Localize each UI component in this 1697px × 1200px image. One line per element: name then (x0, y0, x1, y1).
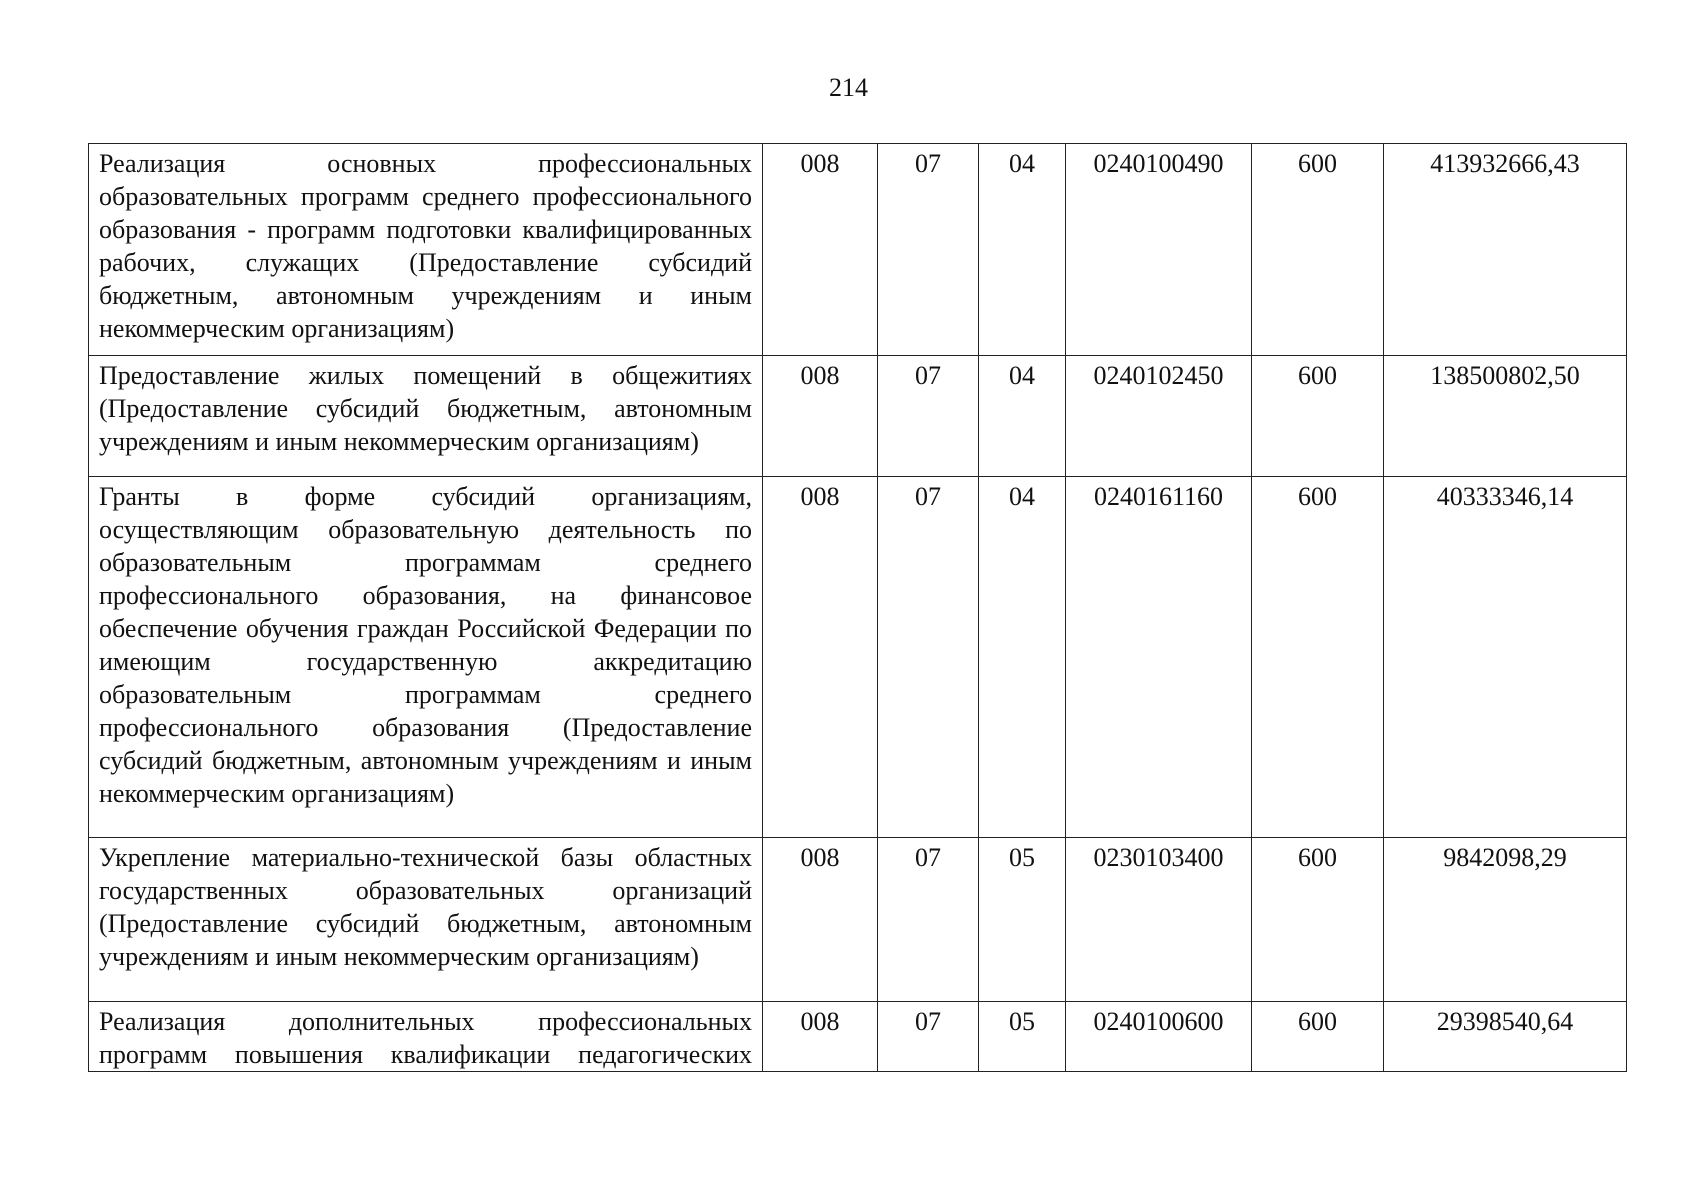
row-section: 07 (878, 838, 979, 1002)
row-target-article: 0240100490 (1066, 144, 1252, 356)
row-target-article: 0230103400 (1066, 838, 1252, 1002)
row-admin-code: 008 (763, 144, 878, 356)
row-admin-code: 008 (763, 477, 878, 838)
row-section: 07 (878, 356, 979, 477)
table-row (89, 838, 1627, 1002)
row-description: Реализация основных профессиональных образовательных программ среднего профессионального образования - программ подготовки квалифицированных рабочих, служащих (Предоставление субсидий бюджетным, автономным учреждениям и иным некоммерческим организациям) (89, 144, 763, 356)
row-admin-code: 008 (763, 1002, 878, 1072)
row-expense-type: 600 (1252, 144, 1384, 356)
table-row (89, 477, 1627, 838)
row-target-article: 0240161160 (1066, 477, 1252, 838)
row-amount: 40333346,14 (1384, 477, 1627, 838)
row-section: 07 (878, 144, 979, 356)
table-row (89, 356, 1627, 477)
row-subsection: 04 (979, 477, 1066, 838)
row-expense-type: 600 (1252, 356, 1384, 477)
row-section: 07 (878, 477, 979, 838)
row-description: Укрепление материально-технической базы областных государственных образовательных организаций (Предоставление субсидий бюджетным, автономным учреждениям и иным некоммерческим организациям) (89, 838, 763, 1002)
row-target-article: 0240102450 (1066, 356, 1252, 477)
row-amount: 413932666,43 (1384, 144, 1627, 356)
row-expense-type: 600 (1252, 1002, 1384, 1072)
row-target-article: 0240100600 (1066, 1002, 1252, 1072)
row-admin-code: 008 (763, 356, 878, 477)
row-amount: 9842098,29 (1384, 838, 1627, 1002)
table-row (89, 1002, 1627, 1072)
row-subsection: 04 (979, 356, 1066, 477)
row-amount: 29398540,64 (1384, 1002, 1627, 1072)
row-expense-type: 600 (1252, 477, 1384, 838)
row-description: Реализация дополнительных профессиональных программ повышения квалификации педагогических (89, 1002, 763, 1072)
row-section: 07 (878, 1002, 979, 1072)
page-number: 214 (829, 73, 868, 102)
row-expense-type: 600 (1252, 838, 1384, 1002)
row-subsection: 05 (979, 838, 1066, 1002)
budget-table (88, 143, 1627, 1072)
row-subsection: 05 (979, 1002, 1066, 1072)
row-amount: 138500802,50 (1384, 356, 1627, 477)
row-subsection: 04 (979, 144, 1066, 356)
row-admin-code: 008 (763, 838, 878, 1002)
table-row (89, 144, 1627, 356)
row-description: Предоставление жилых помещений в общежитиях (Предоставление субсидий бюджетным, автономным учреждениям и иным некоммерческим организациям) (89, 356, 763, 477)
row-description: Гранты в форме субсидий организациям, осуществляющим образовательную деятельность по образовательным программам среднего профессионального образования, на финансовое обеспечение обучения граждан Российской Федерации по имеющим государственную аккредитацию образовательным программам среднего профессионального образования (Предоставление субсидий бюджетным, автономным учреждениям и иным некоммерческим организациям) (89, 477, 763, 838)
